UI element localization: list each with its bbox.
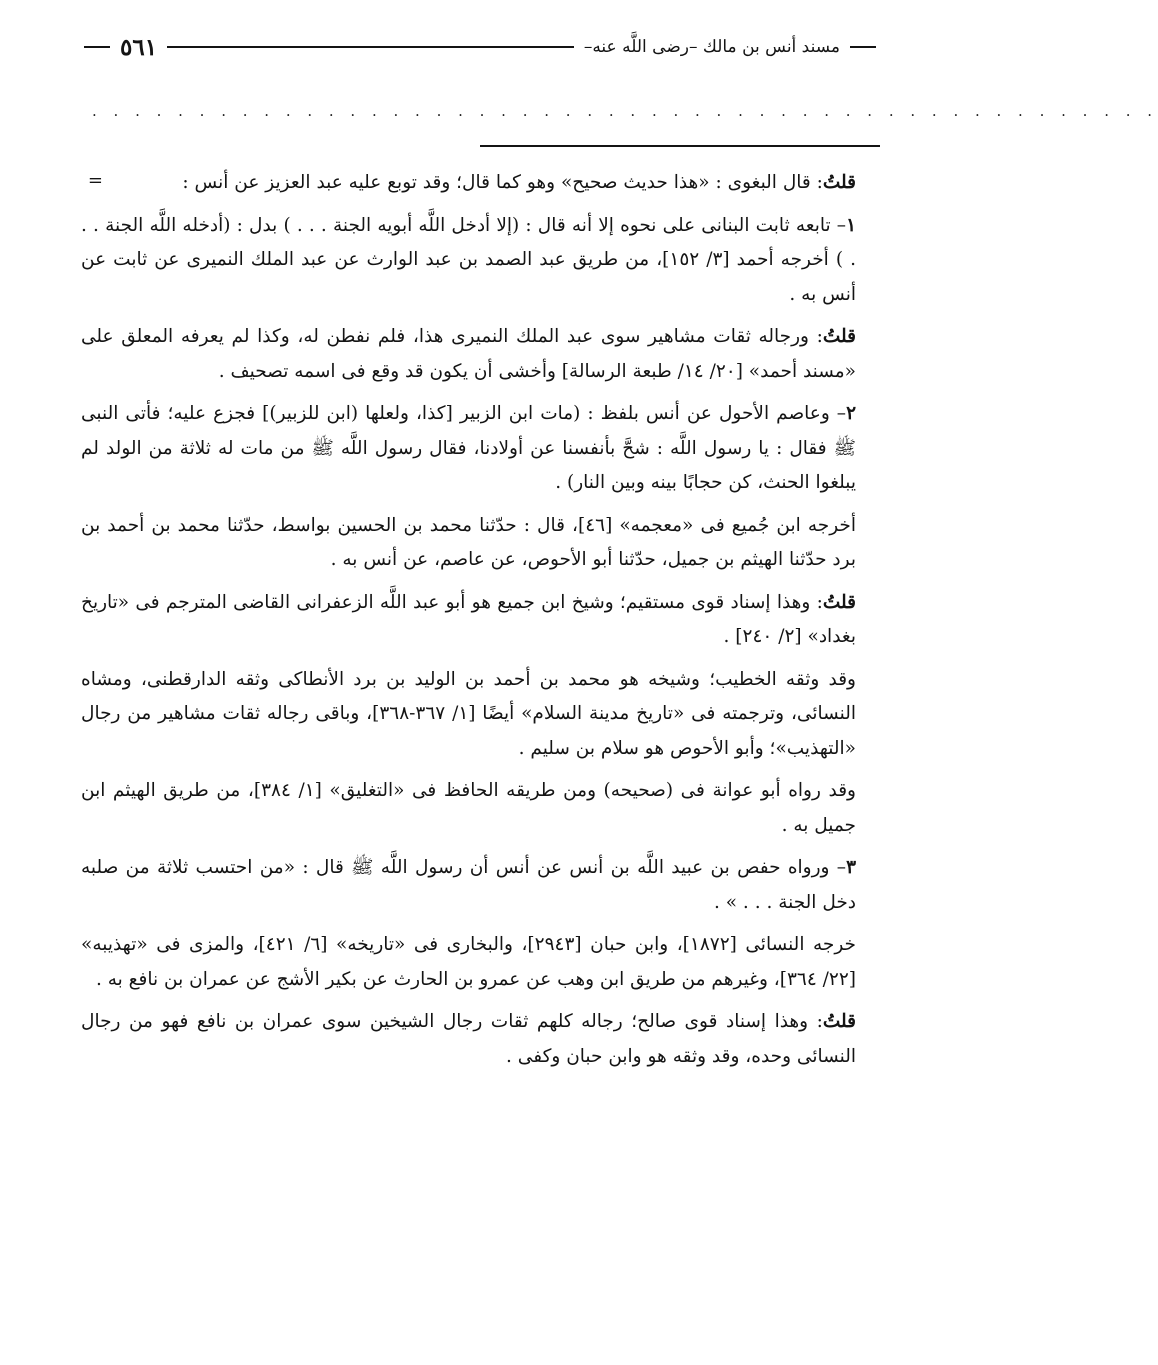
- paragraph: [81, 928, 856, 997]
- paragraph-text: وقد وثقه الخطيب؛ وشيخه هو محمد بن أحمد بن الوليد بن برد الأنطاكى وثقه الدارقطنى، ومشاه النسائى، وترجمته فى «تاريخ مدينة السلام» أيضًا [١/ ٣٦٧-٣٦٨]، وباقى رجاله ثقات مشاهير من رجال «التهذيب»؛ وأبو الأحوص هو سلام بن سليم .: [81, 668, 856, 759]
- paragraph-lead: ٢: [846, 403, 856, 424]
- paragraph-text: : ورجاله ثقات مشاهير سوى عبد الملك النميرى هذا، فلم نفطن له، وكذا لم يعرفه المعلق على «مسند أحمد» [٢٠/ ١٤/ طبعة الرسالة] وأخشى أن يكون قد وقع فى اسمه تصحيف .: [81, 326, 856, 382]
- header-rule: [167, 46, 574, 48]
- paragraph-text: – وعاصم الأحول عن أنس بلفظ : (مات ابن الزبير [كذا، ولعلها (ابن للزبير)] فجزع عليه؛ فأتى النبى ﷺ فقال : يا رسول اللَّه : شحَّ بأنفسنا عن أولادنا، فقال رسول اللَّه ﷺ من مات له ثلاثة من الولد لم يبلغوا الحنث، كن حجابًا بينه وبين النار) .: [81, 403, 856, 493]
- paragraph-text: أخرجه ابن جُميع فى «معجمه» [٤٦]، قال : حدّثنا محمد بن الحسين بواسط، حدّثنا محمد بن أحمد بن برد حدّثنا الهيثم بن جميل، حدّثنا أبو الأحوص، عن عاصم، عن أنس به .: [81, 514, 856, 570]
- paragraph: [81, 320, 856, 389]
- paragraph: [81, 774, 856, 843]
- paragraph-lead: قلتُ: [822, 326, 856, 347]
- paragraph-text: خرجه النسائى [١٨٧٢]، وابن حبان [٢٩٤٣]، والبخارى فى «تاريخه» [٦/ ٤٢١]، والمزى فى «تهذيبه» [٢٢/ ٣٦٤]، وغيرهم من طريق ابن وهب عن عمرو بن الحارث عن بكير الأشج عن عمران بن نافع به .: [81, 934, 856, 990]
- dotted-divider: . . . . . . . . . . . . . . . . . . . . . . . . . . . . . . . . . . . . . . . . . . . . . . . . . .: [92, 102, 1158, 120]
- paragraph: [81, 851, 856, 920]
- header-dash-left: [84, 46, 110, 48]
- paragraph-lead: قلتُ: [822, 172, 856, 193]
- paragraph-text: : وهذا إسناد قوى صالح؛ رجاله كلهم ثقات رجال الشيخين سوى عمران بن نافع فهو من رجال النسائى وحده، وقد وثقه هو وابن حبان وكفى .: [81, 1011, 856, 1067]
- paragraph-lead: قلتُ: [822, 591, 856, 613]
- footnote-separator: [480, 145, 880, 147]
- paragraph: [81, 209, 856, 313]
- header-dash-right: [850, 46, 876, 48]
- paragraph: [81, 586, 856, 655]
- paragraph-text: : وهذا إسناد قوى مستقيم؛ وشيخ ابن جميع هو أبو عبد اللَّه الزعفرانى القاضى المترجم فى «تاريخ بغداد» [٢/ ٢٤٠] .: [81, 591, 856, 647]
- running-title: مسند أنس بن مالك –رضى اللَّه عنه–: [583, 37, 840, 57]
- paragraph: [81, 1005, 856, 1074]
- paragraph-text: – تابعه ثابت البنانى على نحوه إلا أنه قال : (إلا أدخل اللَّه أبويه الجنة . . . ) بدل : (أدخله اللَّه الجنة . . . ) أخرجه أحمد [٣/ ١٥٢]، من طريق عبد الصمد بن عبد الوارث عن عبد الملك النميرى عن ثابت عن أنس به .: [81, 214, 856, 305]
- paragraph-text: : قال البغوى : «هذا حديث صحيح» وهو كما قال؛ وقد توبع عليه عبد العزيز عن أنس :: [182, 172, 823, 193]
- paragraph: [81, 663, 856, 767]
- paragraph: [81, 166, 856, 201]
- page-number: ٥٦١: [120, 33, 158, 61]
- running-header: [84, 30, 876, 64]
- footnote-body: [81, 166, 856, 1082]
- paragraph-lead: ١: [846, 214, 856, 236]
- continuation-mark: =: [87, 170, 103, 191]
- paragraph-lead: قلتُ: [822, 1011, 856, 1032]
- paragraph-text: – ورواه حفص بن عبيد اللَّه بن أنس عن أنس أن رسول اللَّه ﷺ قال : «من احتسب ثلاثة من صلبه دخل الجنة . . . » .: [81, 857, 856, 913]
- paragraph: [81, 397, 856, 501]
- paragraph-lead: ٣: [846, 857, 856, 878]
- paragraph: [81, 509, 856, 578]
- paragraph-text: وقد رواه أبو عوانة فى (صحيحه) ومن طريقه الحافظ فى «التغليق» [١/ ٣٨٤]، من طريق الهيثم ابن جميل به .: [81, 780, 856, 836]
